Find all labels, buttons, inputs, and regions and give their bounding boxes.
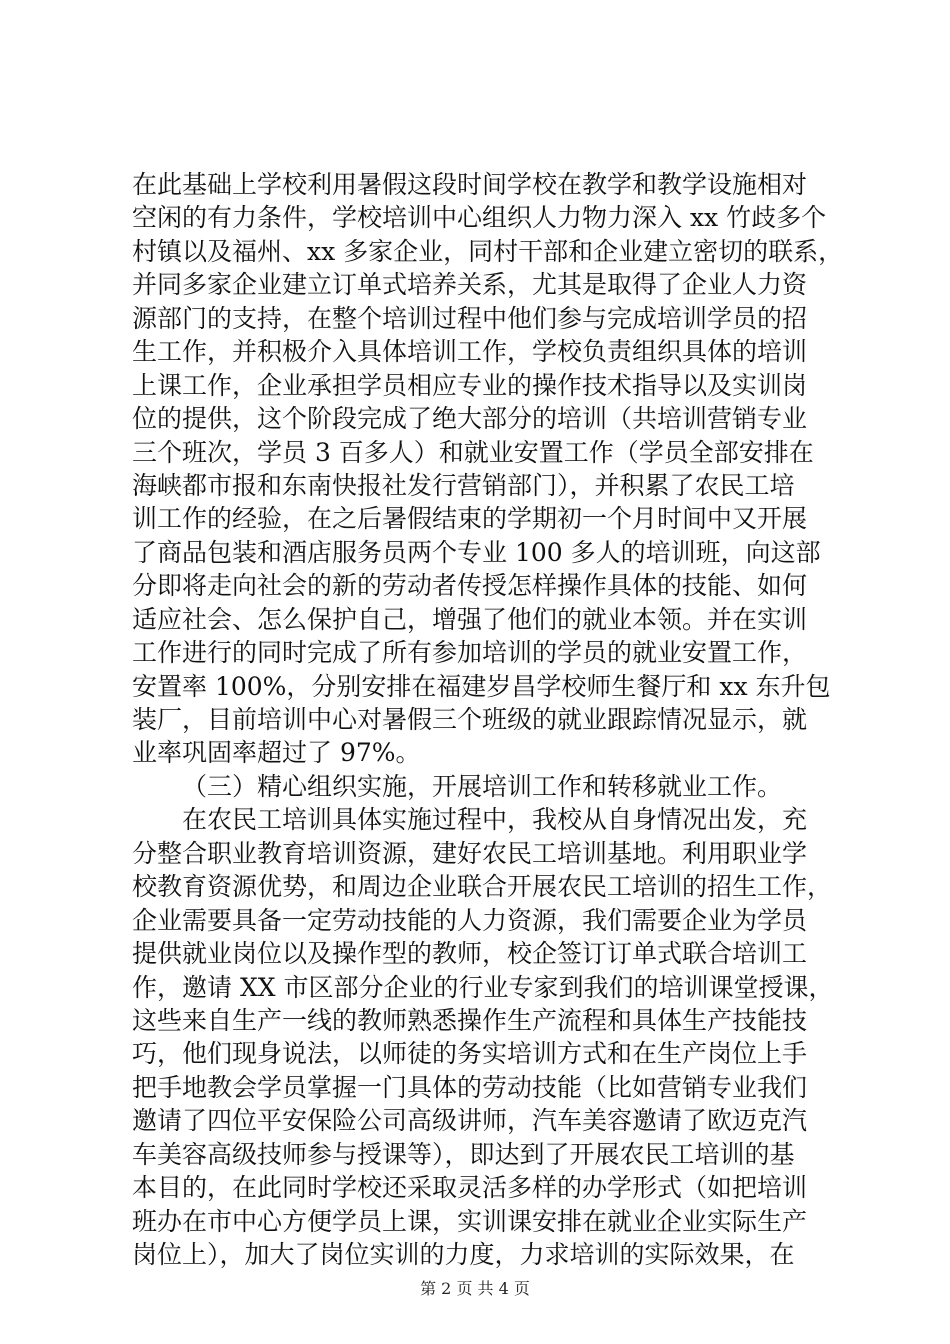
section-heading: （三）精心组织实施，开展培训工作和转移就业工作。 <box>182 771 783 801</box>
text-line: 本目的，在此同时学校还采取灵活多样的办学形式（如把培训 <box>132 1173 808 1203</box>
text-line: 巧，他们现身说法，以师徒的务实培训方式和在生产岗位上手 <box>132 1039 808 1069</box>
text-line: 村镇以及福州、xx 多家企业，同村干部和企业建立密切的联系， <box>132 236 844 266</box>
text-line: 业率巩固率超过了 97%。 <box>132 738 421 768</box>
page-footer: 第 2 页 共 4 页 <box>420 1279 530 1298</box>
text-line: 了商品包装和酒店服务员两个专业 100 多人的培训班，向这部 <box>132 537 821 567</box>
text-line: 这些来自生产一线的教师熟悉操作生产流程和具体生产技能技 <box>132 1005 808 1035</box>
text-line: 岗位上），加大了岗位实训的力度，力求培训的实际效果，在 <box>132 1240 795 1269</box>
text-line: 邀请了四位平安保险公司高级讲师，汽车美容邀请了欧迈克汽 <box>132 1106 808 1136</box>
text-line: 校教育资源优势，和周边企业联合开展农民工培训的招生工作， <box>132 872 833 902</box>
text-line: 海峡都市报和东南快报社发行营销部门），并积累了农民工培 <box>132 470 795 500</box>
text-line: 分整合职业教育培训资源，建好农民工培训基地。利用职业学 <box>132 838 808 868</box>
text-line: 车美容高级技师参与授课等），即达到了开展农民工培训的基 <box>132 1139 795 1169</box>
text-line: 空闲的有力条件，学校培训中心组织人力物力深入 xx 竹歧多个 <box>132 203 827 233</box>
text-line: 三个班次，学员 3 百多人）和就业安置工作（学员全部安排在 <box>132 437 814 467</box>
text-line: 作，邀请 XX 市区部分企业的行业专家到我们的培训课堂授课， <box>132 972 834 1002</box>
text-line: 在此基础上学校利用暑假这段时间学校在教学和教学设施相对 <box>132 170 808 199</box>
text-line: 在农民工培训具体实施过程中，我校从自身情况出发，充 <box>182 805 808 835</box>
text-line: 分即将走向社会的新的劳动者传授怎样操作具体的技能、如何 <box>132 571 808 601</box>
text-line: 上课工作，企业承担学员相应专业的操作技术指导以及实训岗 <box>132 370 808 400</box>
text-line: 工作进行的同时完成了所有参加培训的学员的就业安置工作， <box>132 638 808 668</box>
text-line: 训工作的经验，在之后暑假结束的学期初一个月时间中又开展 <box>132 504 808 534</box>
text-line: 并同多家企业建立订单式培养关系，尤其是取得了企业人力资 <box>132 270 808 300</box>
text-line: 把手地教会学员掌握一门具体的劳动技能（比如营销专业我们 <box>132 1072 808 1102</box>
text-line: 装厂，目前培训中心对暑假三个班级的就业跟踪情况显示，就 <box>132 705 808 734</box>
text-line: 班办在市中心方便学员上课，实训课安排在就业企业实际生产 <box>132 1206 808 1236</box>
text-line: 源部门的支持，在整个培训过程中他们参与完成培训学员的招 <box>132 303 808 333</box>
text-line: 适应社会、怎么保护自己，增强了他们的就业本领。并在实训 <box>132 604 808 634</box>
text-line: 企业需要具备一定劳动技能的人力资源，我们需要企业为学员 <box>132 905 808 935</box>
text-line: 提供就业岗位以及操作型的教师，校企签订订单式联合培训工 <box>132 939 808 969</box>
text-line: 生工作，并积极介入具体培训工作，学校负责组织具体的培训 <box>132 337 808 367</box>
text-line: 安置率 100%，分别安排在福建岁昌学校师生餐厅和 xx 东升包 <box>132 671 831 701</box>
text-line: 位的提供，这个阶段完成了绝大部分的培训（共培训营销专业 <box>132 404 808 434</box>
